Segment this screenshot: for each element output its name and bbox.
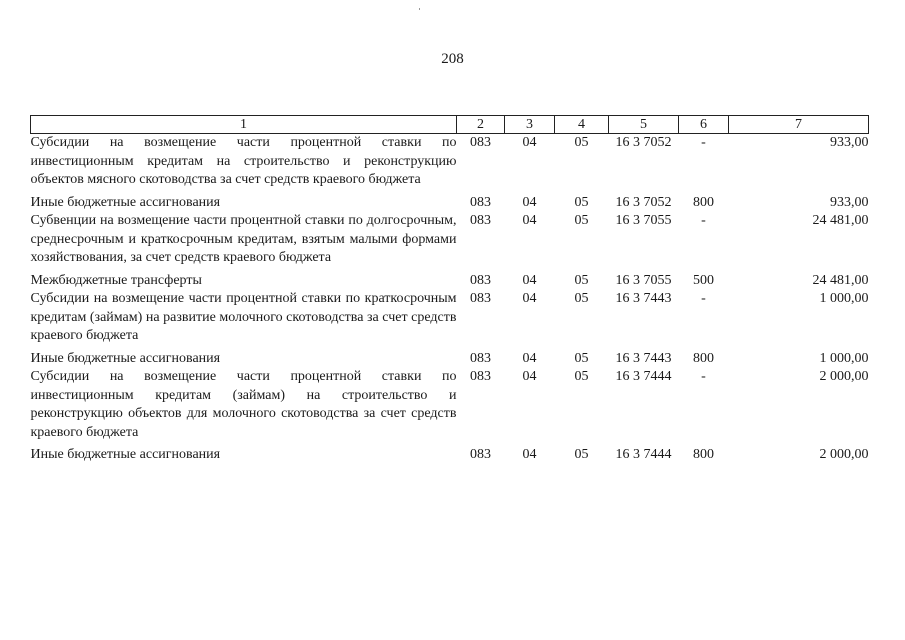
header-col-6: 6 — [679, 116, 729, 134]
row-code-6: - — [701, 135, 706, 150]
header-col-4: 4 — [555, 116, 609, 134]
row-name: Межбюджетные трансферты — [30, 272, 202, 288]
row-code-2: 083 — [470, 194, 491, 210]
row-name: Субсидии на возмещение части процентной ставки по инвестиционным кредитам на строительство и реконструкцию объектов мясного скотоводства за счет средств краевого бюджета — [30, 135, 457, 187]
row-name: Иные бюджетные ассигнования — [30, 350, 221, 366]
table-row — [31, 190, 869, 213]
header-col-7: 7 — [729, 116, 869, 134]
row-code-2: 083 — [470, 350, 491, 366]
row-code-5: 16 3 7444 — [615, 369, 672, 384]
row-code-3: 04 — [522, 213, 537, 228]
row-code-5: 16 3 7444 — [615, 447, 672, 462]
row-code-5: 16 3 7055 — [615, 272, 672, 288]
row-code-2: 083 — [470, 272, 491, 288]
row-code-2: 083 — [470, 135, 491, 150]
row-amount: 933,00 — [830, 194, 869, 210]
row-code-2: 083 — [470, 369, 491, 384]
row-amount: 24 481,00 — [812, 272, 869, 288]
header-col-2: 2 — [457, 116, 505, 134]
row-amount: 1 000,00 — [819, 291, 869, 306]
row-name: Субвенции на возмещение части процентной ставки по долгосрочным, среднесрочным и краткосрочным кредитам, взятым малыми формами хозяйствования, за счет средств краевого бюджета — [30, 213, 457, 265]
table-row — [31, 134, 869, 190]
row-code-3: 04 — [522, 350, 537, 366]
row-code-4: 05 — [574, 194, 589, 210]
row-code-4: 05 — [574, 369, 589, 384]
table-row — [31, 212, 869, 268]
row-code-4: 05 — [574, 272, 589, 288]
scan-mark — [419, 8, 420, 10]
row-code-6: 800 — [693, 350, 714, 366]
row-code-6: 500 — [693, 272, 714, 288]
table-row — [31, 368, 869, 442]
row-code-6: - — [701, 291, 706, 306]
row-code-2: 083 — [470, 447, 491, 462]
row-code-2: 083 — [470, 291, 491, 306]
row-code-4: 05 — [574, 135, 589, 150]
row-code-5: 16 3 7052 — [615, 135, 672, 150]
page-number: 208 — [441, 51, 464, 67]
row-code-4: 05 — [574, 291, 589, 306]
header-col-1: 1 — [31, 116, 457, 134]
table-row — [31, 290, 869, 346]
header-col-5: 5 — [609, 116, 679, 134]
row-code-5: 16 3 7052 — [615, 194, 672, 210]
row-name: Иные бюджетные ассигнования — [30, 194, 221, 210]
row-code-4: 05 — [574, 350, 589, 366]
row-name: Субсидии на возмещение части процентной ставки по краткосрочным кредитам (займам) на развитие молочного скотоводства за счет средств краевого бюджета — [30, 291, 457, 343]
row-amount: 933,00 — [830, 135, 869, 150]
table-row — [31, 346, 869, 369]
row-name: Субсидии на возмещение части процентной ставки по инвестиционным кредитам (займам) на строительство и реконструкцию объектов для молочного скотоводства за счет средств краевого бюджета — [30, 369, 457, 440]
row-amount: 1 000,00 — [819, 350, 869, 366]
row-code-3: 04 — [522, 447, 537, 462]
row-code-5: 16 3 7443 — [615, 291, 672, 306]
row-code-5: 16 3 7443 — [615, 350, 672, 366]
table-row — [31, 442, 869, 465]
row-name: Иные бюджетные ассигнования — [30, 447, 221, 462]
row-code-4: 05 — [574, 213, 589, 228]
row-code-6: 800 — [693, 194, 714, 210]
header-col-3: 3 — [505, 116, 555, 134]
row-code-5: 16 3 7055 — [615, 213, 672, 228]
row-amount: 24 481,00 — [812, 213, 869, 228]
row-code-2: 083 — [470, 213, 491, 228]
table-row — [31, 268, 869, 291]
row-code-3: 04 — [522, 291, 537, 306]
row-code-4: 05 — [574, 447, 589, 462]
row-amount: 2 000,00 — [819, 369, 869, 384]
row-amount: 2 000,00 — [819, 447, 869, 462]
header-row — [31, 116, 869, 134]
budget-table — [30, 115, 869, 465]
row-code-6: 800 — [693, 447, 714, 462]
row-code-3: 04 — [522, 135, 537, 150]
row-code-6: - — [701, 213, 706, 228]
row-code-3: 04 — [522, 369, 537, 384]
row-code-6: - — [701, 369, 706, 384]
row-code-3: 04 — [522, 272, 537, 288]
row-code-3: 04 — [522, 194, 537, 210]
